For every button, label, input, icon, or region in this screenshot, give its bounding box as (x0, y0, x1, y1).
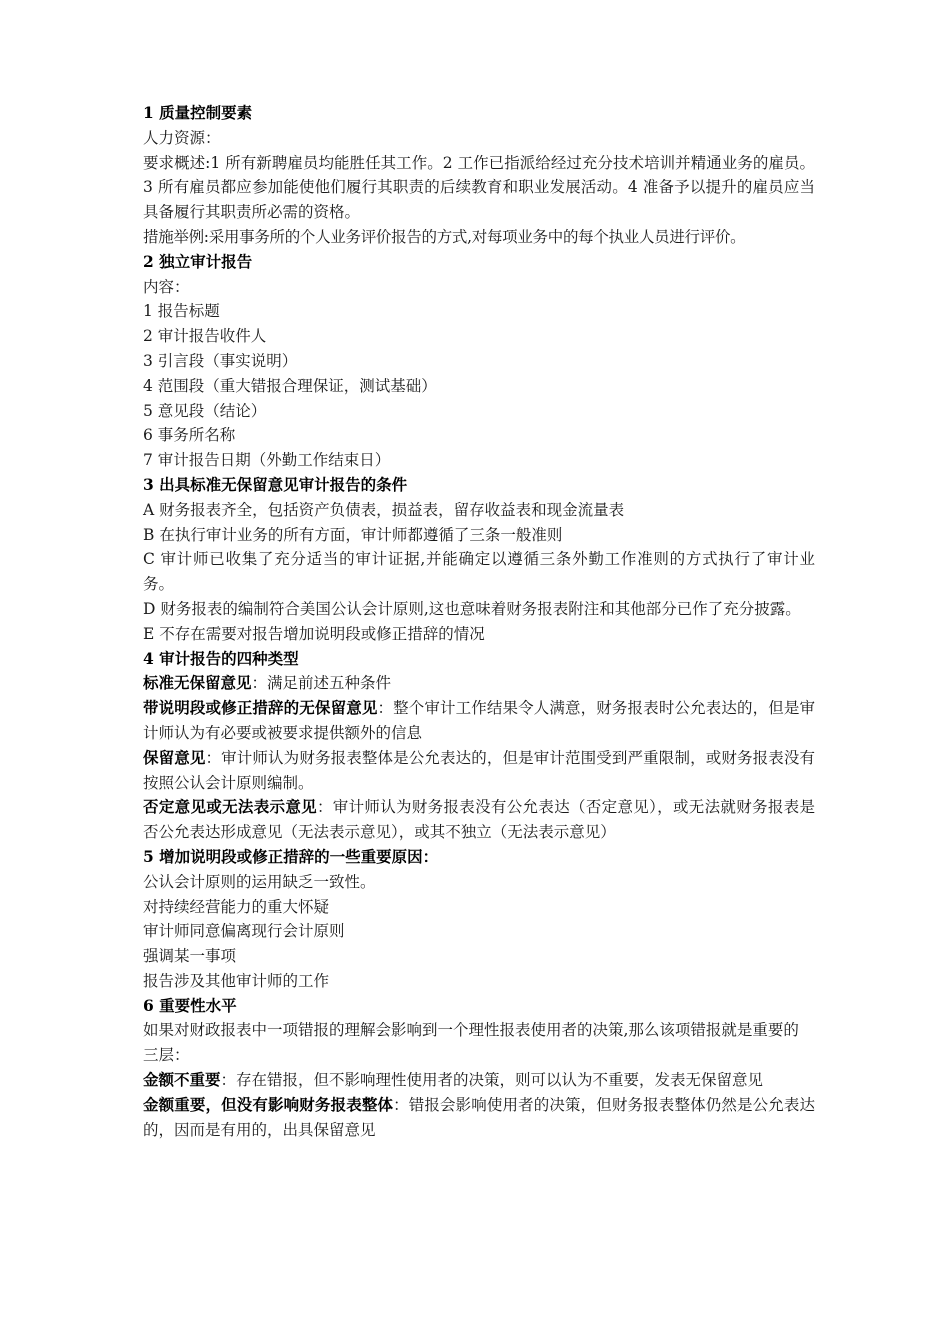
materiality-level-2 (143, 1093, 815, 1143)
materiality-level-1-text: ：存在错报，但不影响理性使用者的决策，则可以认为不重要，发表无保留意见 (220, 1071, 764, 1090)
section-1-heading: 1 质量控制要素 (143, 103, 253, 122)
condition-b: B 在执行审计业务的所有方面，审计师都遵循了三条一般准则 (143, 525, 563, 544)
report-type-4-label: 否定意见或无法表示意见 (143, 797, 317, 817)
report-type-1 (143, 671, 815, 696)
list-item: 公认会计原则的运用缺乏一致性。 (143, 872, 376, 891)
list-item: 报告涉及其他审计师的工作 (143, 971, 330, 990)
report-type-2 (143, 696, 815, 746)
list-item: 5 意见段（结论） (143, 401, 267, 420)
report-type-4-text: ：审计师认为财务报表没有公允表达（否定意见），或无法就财务报表是否公允表达形成意见（无法表示意见），或其不独立（无法表示意见） (143, 798, 815, 842)
condition-e: E 不存在需要对报告增加说明段或修正措辞的情况 (143, 624, 485, 643)
section-4-heading: 4 审计报告的四种类型 (143, 648, 299, 668)
section-1-requirements: 要求概述:1 所有新聘雇员均能胜任其工作。2 工作已指派给经过充分技术培训并精通业务的雇员。3 所有雇员都应参加能使他们履行其职责的后续教育和职业发展活动。4 准备予以提升的雇员应当具备履行其职责所必需的资格。 (143, 153, 815, 222)
section-5-heading: 5 增加说明段或修正措辞的一些重要原因： (143, 846, 439, 866)
list-item: 审计师同意偏离现行会计原则 (143, 922, 345, 941)
document-page (143, 101, 815, 1142)
list-item: 4 范围段（重大错报合理保证，测试基础） (143, 376, 437, 395)
list-item: 7 审计报告日期（外勤工作结束日） (143, 451, 391, 470)
materiality-level-1-label: 金额不重要 (143, 1070, 221, 1090)
report-type-2-label: 带说明段或修正措辞的无保留意见 (143, 698, 378, 718)
section-1-measure: 措施举例:采用事务所的个人业务评价报告的方式,对每项业务中的每个执业人员进行评价。 (143, 227, 746, 246)
condition-c: C 审计师已收集了充分适当的审计证据,并能确定以遵循三条外勤工作准则的方式执行了审计业务。 (143, 550, 815, 594)
section-2-heading: 2 独立审计报告 (143, 251, 253, 271)
list-item: 1 报告标题 (143, 302, 220, 321)
section-3-heading: 3 出具标准无保留意见审计报告的条件 (143, 474, 408, 494)
report-type-3-label: 保留意见 (143, 747, 206, 767)
section-1-subheading: 人力资源： (143, 128, 221, 147)
section-2-subheading: 内容： (143, 277, 190, 296)
materiality-intro: 如果对财政报表中一项错报的理解会影响到一个理性报表使用者的决策,那么该项错报就是重要的 (143, 1021, 799, 1040)
list-item: 3 引言段（事实说明） (143, 351, 298, 370)
materiality-subheading: 三层： (143, 1046, 190, 1065)
condition-d: D 财务报表的编制符合美国公认会计原则,这也意味着财务报表附注和其他部分已作了充分披露。 (143, 599, 801, 618)
report-type-1-label: 标准无保留意见 (143, 673, 252, 693)
materiality-level-2-text: ：错报会影响使用者的决策，但财务报表整体仍然是公允表达的，因而是有用的，出具保留意见 (143, 1095, 815, 1139)
list-item: 对持续经营能力的重大怀疑 (143, 897, 330, 916)
report-type-3-text: ：审计师认为财务报表整体是公允表达的，但是审计范围受到严重限制，或财务报表没有按照公认会计原则编制。 (143, 748, 815, 792)
list-item: 强调某一事项 (143, 947, 237, 966)
report-type-4 (143, 795, 815, 845)
list-item: 2 审计报告收件人 (143, 327, 267, 346)
list-item: 6 事务所名称 (143, 426, 236, 445)
section-6-heading: 6 重要性水平 (143, 995, 237, 1015)
materiality-level-2-label: 金额重要，但没有影响财务报表整体 (143, 1094, 394, 1114)
materiality-level-1 (143, 1068, 815, 1093)
report-type-2-text: ：整个审计工作结果令人满意，财务报表时公允表达的，但是审计师认为有必要或被要求提供额外的信息 (143, 699, 815, 742)
condition-a: A 财务报表齐全，包括资产负债表，损益表，留存收益表和现金流量表 (143, 500, 625, 519)
report-type-3 (143, 746, 815, 796)
report-type-1-text: ：满足前述五种条件 (251, 674, 392, 693)
